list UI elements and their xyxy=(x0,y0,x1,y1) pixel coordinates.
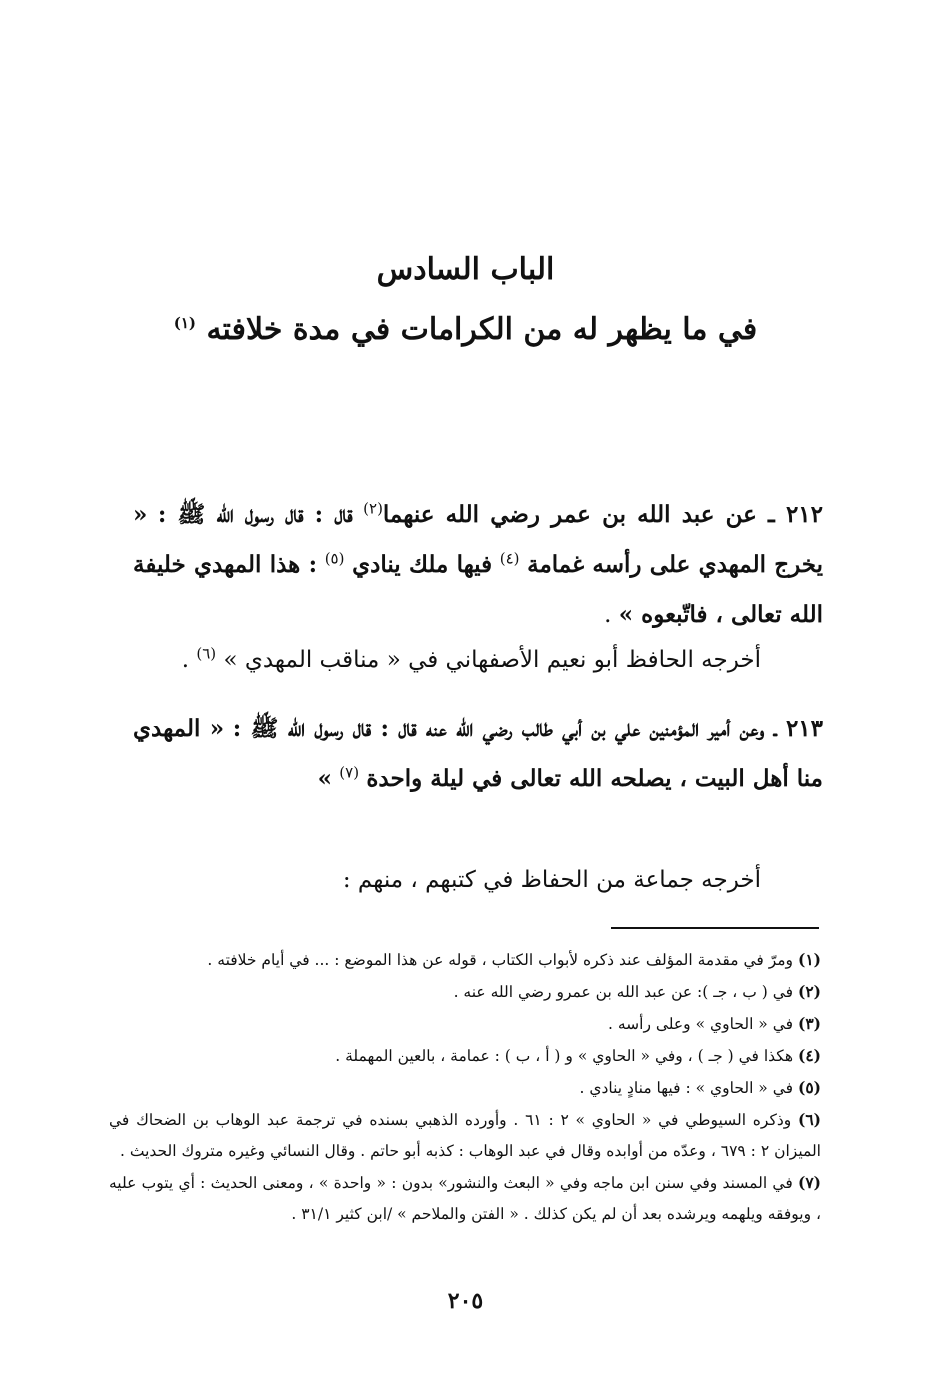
footnote-number: (٤) xyxy=(797,1046,821,1065)
takhrij-212 xyxy=(121,640,761,680)
footnote-number: (١) xyxy=(797,950,821,969)
footnote-ref[interactable]: (٦) xyxy=(196,644,217,663)
footnote-2 xyxy=(109,976,821,1008)
footnote-text: في « الحاوي » : فيها منادٍ ينادي . xyxy=(579,1079,794,1097)
footnote-ref[interactable]: (١) xyxy=(173,314,197,332)
hadith-212-quote1: « يخرج المهدي على رأسه غمامة xyxy=(133,501,824,578)
hadith-213-end: » xyxy=(317,765,332,792)
footnote-4 xyxy=(109,1040,821,1072)
footnote-1 xyxy=(109,944,821,976)
footnote-5 xyxy=(109,1072,821,1104)
footnote-number: (٣) xyxy=(797,1014,821,1033)
footnote-text: هكذا في ( جـ ) ، وفي « الحاوي » و ( أ ، ب ) : عمامة ، بالعين المهملة . xyxy=(335,1047,794,1065)
chapter-subtitle-text: في ما يظهر له من الكرامات في مدة خلافته xyxy=(206,312,758,347)
chapter-subtitle xyxy=(0,308,931,352)
footnote-7 xyxy=(109,1167,821,1230)
takhrij-213 xyxy=(121,860,761,900)
footnotes-list xyxy=(109,944,821,1230)
footnote-ref[interactable]: (٧) xyxy=(339,763,360,782)
chapter-title: الباب السادس xyxy=(376,252,555,287)
footnote-text: ومرّ في مقدمة المؤلف عند ذكره لأبواب الكتاب ، قوله عن هذا الموضع : ... في أيام خلافته . xyxy=(207,951,794,969)
footnote-ref[interactable]: (٤) xyxy=(499,549,520,568)
footnote-number: (٥) xyxy=(797,1078,821,1097)
hadith-212 xyxy=(133,490,823,640)
hadith-212-end: . xyxy=(604,602,612,628)
footnote-ref[interactable]: (٢) xyxy=(363,499,383,518)
takhrij-212-end: . xyxy=(181,647,190,673)
footnote-6 xyxy=(109,1104,821,1167)
hadith-213-quote: « المهدي منا أهل البيت ، يصلحه الله تعالى في ليلة واحدة xyxy=(133,715,823,792)
takhrij-212-text: أخرجه الحافظ أبو نعيم الأصفهاني في « مناقب المهدي » xyxy=(223,647,761,673)
footnote-text: في المسند وفي سنن ابن ماجه وفي « البعث والنشور» بدون : « واحدة » ، ومعنى الحديث : أي يتوب عليه ، ويوفقه ويلهمه ويرشده بعد أن لم يكن كذلك . « الفتن والملاحم » /ابن كثير ٣١/١ . xyxy=(109,1174,821,1223)
hadith-212-part1: ٢١٢ ـ عن عبد الله بن عمر رضي الله عنهما xyxy=(382,501,824,528)
footnote-number: (٢) xyxy=(797,982,821,1001)
footnote-text: في ( ب ، جـ ): عن عبد الله بن عمرو رضي الله عنه . xyxy=(453,983,794,1001)
footnote-divider xyxy=(611,927,819,929)
page-number: ٢٠٥ xyxy=(447,1288,484,1314)
hadith-212-quote2: فيها ملك ينادي xyxy=(352,551,493,578)
hadith-213-part1: ٢١٣ ـ وعن أمير المؤمنين علي بن أبي طالب رضي الله عنه قال : قال رسول الله ﷺ : xyxy=(232,715,823,742)
footnote-text: وذكره السيوطي في « الحاوي » ٢ : ٦١ . وأورده الذهبي بسنده في ترجمة عبد الوهاب بن الضحاك في الميزان ٢ : ٦٧٩ ، وعدّه من أوابده وقال في عبد الوهاب : كذبه أبو حاتم . وقال النسائي وغيره متروك الحديث . xyxy=(109,1111,821,1160)
footnote-text: في « الحاوي » وعلى رأسه . xyxy=(608,1015,794,1033)
footnote-number: (٧) xyxy=(797,1173,821,1192)
footnote-number: (٦) xyxy=(797,1110,821,1129)
takhrij-213-text: أخرجه جماعة من الحفاظ في كتبهم ، منهم : xyxy=(342,867,761,893)
hadith-212-quote3: : هذا المهدي خليفة الله تعالى ، فاتّبعوه » xyxy=(133,551,823,628)
hadith-213 xyxy=(133,704,823,804)
hadith-212-part2: قال : قال رسول الله ﷺ : xyxy=(157,501,353,528)
footnote-3 xyxy=(109,1008,821,1040)
footnote-ref[interactable]: (٥) xyxy=(324,549,345,568)
